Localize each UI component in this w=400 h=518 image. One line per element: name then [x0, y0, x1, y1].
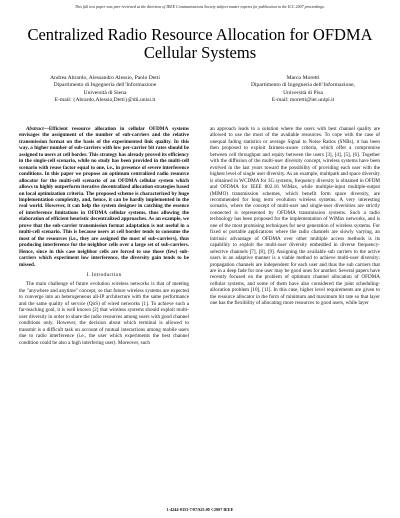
author-names: Andrea Abrardo, Alessandro Alessio, Paolo Detti [50, 75, 160, 81]
author-affiliation: Dipartimento di Ingegneria dell’Informazione, [250, 82, 356, 89]
intro-paragraph: The main challenge of future evolution wireless networks is that of meeting the "anywhere and anytime" concept, so that future wireless systems are expected to converge into an heterogeneous all-IP architecture with the same performance and the same quality of service (QoS) of wired networks [1]. To achieve such a far-reaching goal, it is well known [2] that wireless systems should exploit multi-user diversity in order to share the radio resources among users with good channel conditions only. However, the decision about which terminal is allowed to transmit is a difficult task on account of mutual interactions among mobile users due to radio interference (i.e., the user which experiments the best channel condition could be also a high interfering user). Moreover, such [19, 281, 189, 346]
author-university: Università di Siena [83, 89, 127, 96]
author-affiliation: Dipartimento di Ingegneria dell’Informazione [53, 82, 157, 89]
author-email: E-mail: {Abrardo,Alessio,Detti}@dii.unisi.it [54, 97, 156, 104]
section-heading-introduction: I. Introduction [86, 271, 122, 278]
intro-paragraph-continued: an approach leads to a solution where the users with best channel quality are allowed to use the most of the available resources. To cope with the case of unequal fading statistics or average Signal to Noise Ratios (SNRs), it has been then proposed to exploit fairness-aware criteria, which offer a compromise between cell throughput and equity between the users [3], [4], [5], [6]. Together with the diffusion of the multi-user diversity concept, wireless systems have been evolved in the last years toward the possibility of providing each user with the highest level of single user diversity. As an example, multipath and space diversity is obtained in WCDMA for 3G systems, frequency diversity is obtained in OFDM and OFDMA for IEEE 802.16 WiMax, while multiple-input multiple-output (MIMO) transmission schemes, which benefit form space diversity, are recommended for long term evolution wireless systems. A very interesting scenario, where the concept of multi-user and single-user diversities are strictly connected is represented by OFDMA transmission systems. Such a radio technology has been proposed for the implementation of WiMax networks, and is one of the most promising techniques for next generation of wireless systems. For fixed or portable applications where the radio channels are slowly varying, an intrinsic advantage of OFDMA over other multiple access methods is its capability to exploit the multi-user diversity embedded in diverse frequency-selective channels [7], [8], [9]. Assigning the available sub carriers to the active users in an adaptive manner is a viable method to achieve multi-user diversity: propagation channels are independent for each user and thus the sub carriers that are in a deep fade for one user may be good ones for another. Several papers have recently focused on the problem of optimum channel allocation of OFDMA cellular systems, and some of them have also considered the joint scheduling-allocation problem [10], [11]. In this case, higher level requirements are given to the resource allocator in the form of minimum and maximum bit rate so that layer one has the flexibility of allocating more resources to good users, while layer [210, 126, 380, 307]
abstract-text: —Efficient resource allocation in cellular OFDMA systems envisages the assignment of the number of sub-carriers and the relative transmission format on the basis of the experimented link quality. In this way, a higher number of sub-carriers with low per-carrier bit rates should be assigned to users at cell border. This strategy has already proved its efficiency in the single-cell scenario, while no study has been provided in the multi-cell scenario with reuse factor equal to one, i.e., in presence of severe interference conditions. In this paper we propose an optimum centralized radio resource allocator for the multi-cell scenario of an OFDMA cellular system which allows to highly outperform iterative decentralized allocation strategies based on local optimization criteria. The proposed scheme is characterized by huge implementation complexity, and, hence, it can be hardly implemented in the real world. However, it can help the system designer in catching the essence of interference limitations in OFDMA cellular systems, thus allowing the elaboration of efficient heuristic decentralized approaches. As an example, we prove that the sub-carrier transmission format adaptation is not useful in a multi-cell scenario. This is because users at cell border tends to consume the most of the resources (i.e., they are assigned the most of sub-carriers), thus producing interference for the neighbor cells over a large set of sub-carriers. Hence, since in this case neighbor cells are forced to use those (few) sub-carriers which experiment low interference, the diversity gain tends to be missed. [19, 126, 189, 268]
left-column [19, 126, 189, 502]
abstract-label: Abstract [26, 126, 44, 132]
author-names: Marco Moretti [286, 75, 320, 81]
copyright-footer: 1-4244-0353-7/07/$25.00 ©2007 IEEE [166, 507, 234, 512]
author-university: Università di Pisa [283, 89, 323, 96]
right-column [210, 126, 380, 502]
author-block-left [20, 75, 190, 105]
abstract [19, 126, 189, 268]
peer-review-notice: This full text paper was peer reviewed at the direction of IEEE Communications Society subject matter experts for publication in the ICC 2007 proceedings. [75, 4, 325, 9]
author-email: E-mail: moretti@iet.unipi.it [271, 97, 335, 104]
paper-title: Centralized Radio Resource Allocation for OFDMA Cellular Systems [27, 25, 373, 62]
author-block-right [218, 75, 388, 105]
